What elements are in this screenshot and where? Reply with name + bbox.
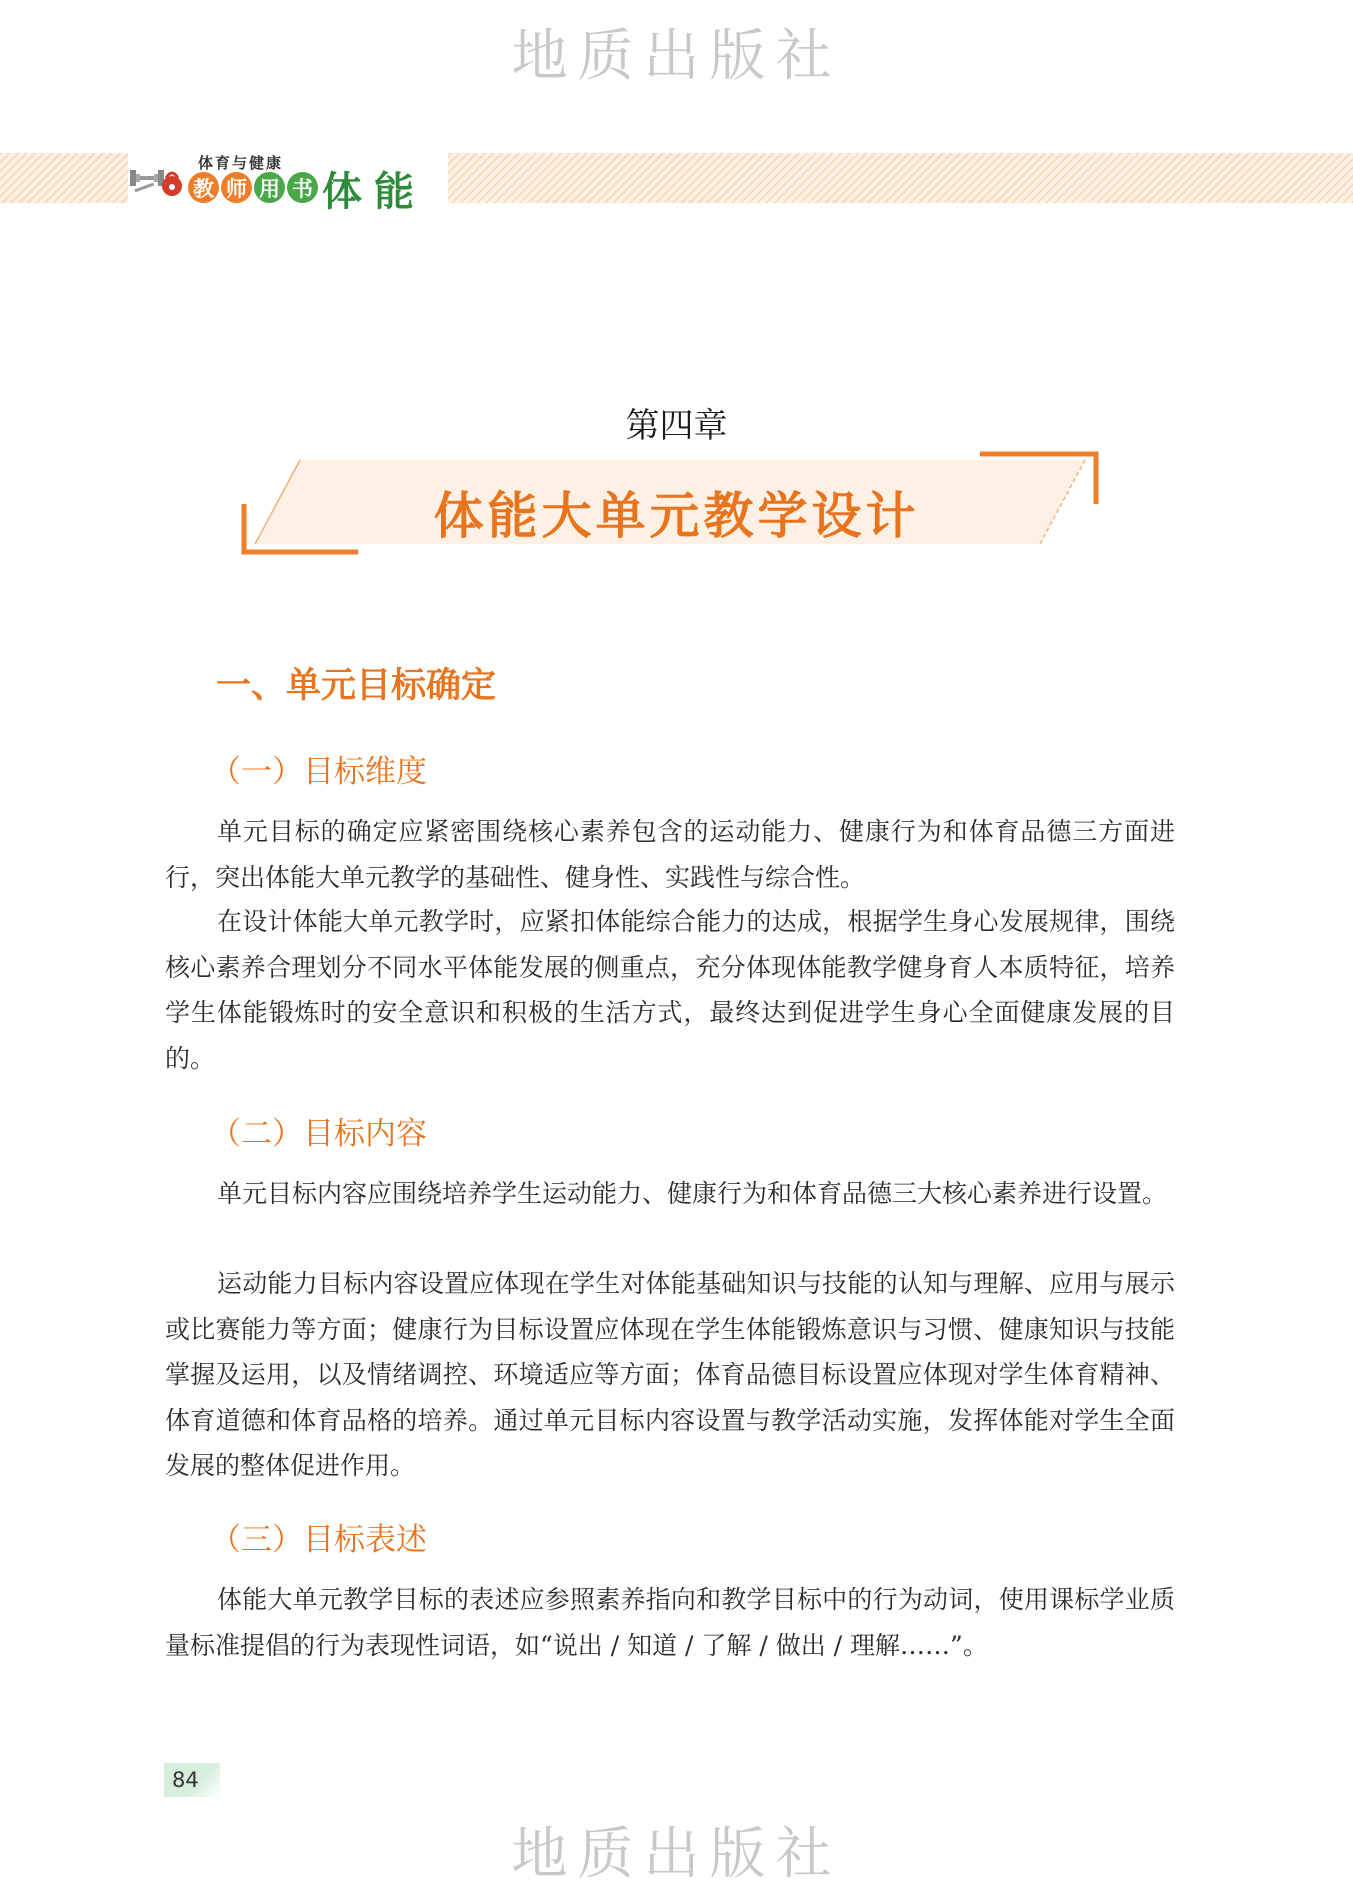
teacher-book-badge (188, 172, 318, 203)
dumbbell-kettlebell-icon (128, 164, 186, 200)
paragraph: 运动能力目标内容设置应体现在学生对体能基础知识与技能的认知与理解、应用与展示或比赛能力等方面；健康行为目标设置应体现在学生体能锻炼意识与习惯、健康知识与技能掌握及运用，以及情绪调控、环境适应等方面；体育品德目标设置应体现对学生体育精神、体育道德和体育品格的培养。通过单元目标内容设置与教学活动实施，发挥体能对学生全面发展的整体促进作用。 (165, 1269, 1175, 1480)
paragraph: 单元目标内容应围绕培养学生运动能力、健康行为和体育品德三大核心素养进行设置。 (217, 1179, 1168, 1208)
series-label: 体育与健康 (198, 154, 284, 172)
subsection-heading-2: （二）目标内容 (210, 1116, 427, 1152)
badge-char: 教 (188, 172, 219, 203)
section-heading: 一、单元目标确定 (216, 666, 497, 706)
badge-char: 书 (287, 172, 318, 203)
page-number: 84 (164, 1763, 220, 1797)
book-title: 体能 (322, 169, 426, 215)
header-logo (128, 150, 448, 215)
chapter-title: 体能大单元教学设计 (433, 487, 920, 545)
badge-char: 用 (254, 172, 285, 203)
paragraph: 在设计体能大单元教学时，应紧扣体能综合能力的达成，根据学生身心发展规律，围绕核心素养合理划分不同水平体能发展的侧重点，充分体现体能教学健身育人本质特征，培养学生体能锻炼时的安全意识和积极的生活方式，最终达到促进学生身心全面健康发展的目的。 (165, 907, 1175, 1073)
subsection-heading-3: （三）目标表述 (210, 1522, 427, 1558)
chapter-number: 第四章 (625, 406, 728, 446)
subsection-heading-1: （一）目标维度 (210, 754, 427, 790)
paragraph: 体能大单元教学目标的表述应参照素养指向和教学目标中的行为动词，使用课标学业质量标准提倡的行为表现性词语，如“说出 / 知道 / 了解 / 做出 / 理解……”。 (165, 1585, 1175, 1660)
watermark-top: 地质出版社 (511, 24, 842, 89)
paragraph: 单元目标的确定应紧密围绕核心素养包含的运动能力、健康行为和体育品德三方面进行，突出体能大单元教学的基础性、健身性、实践性与综合性。 (165, 817, 1175, 892)
watermark-bottom: 地质出版社 (511, 1822, 842, 1887)
badge-char: 师 (221, 172, 252, 203)
